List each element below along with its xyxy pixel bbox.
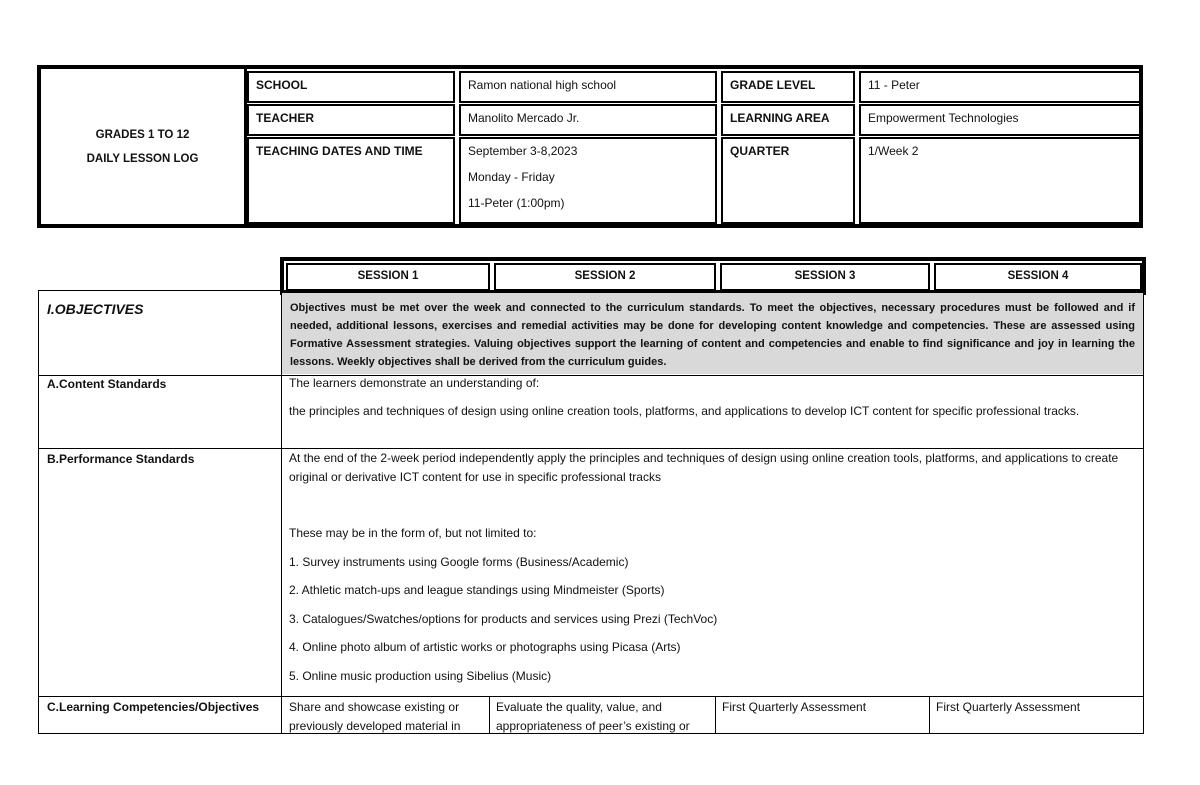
header-title-cell xyxy=(41,69,247,224)
performance-item: 3. Catalogues/Swatches/options for products and services using Prezi (TechVoc) xyxy=(289,611,718,626)
session-1-header: SESSION 1 xyxy=(286,263,490,291)
teaching-dates-value xyxy=(459,137,717,224)
teacher-value: Manolito Mercado Jr. xyxy=(459,104,717,136)
section-time-line: 11-Peter (1:00pm) xyxy=(468,196,565,210)
days-line: Monday - Friday xyxy=(468,170,555,184)
content-standards-label: A.Content Standards xyxy=(47,377,167,391)
session-4-competency: First Quarterly Assessment xyxy=(936,700,1081,714)
objectives-title: I.OBJECTIVES xyxy=(47,301,144,317)
quarter-value: 1/Week 2 xyxy=(859,137,1141,224)
quarter-label: QUARTER xyxy=(721,137,855,224)
performance-standards-text xyxy=(289,449,1139,695)
session-3-competency: First Quarterly Assessment xyxy=(722,700,867,714)
competencies-label: C.Learning Competencies/Objectives xyxy=(47,700,260,714)
performance-item: 1. Survey instruments using Google forms (Business/Academic) xyxy=(289,554,629,569)
performance-item: 5. Online music production using Sibelius (Music) xyxy=(289,668,552,683)
learning-area-value: Empowerment Technologies xyxy=(859,104,1141,136)
grade-level-label: GRADE LEVEL xyxy=(721,71,855,103)
competency-line: Evaluate the quality, value, and xyxy=(496,700,662,714)
session-1-competency xyxy=(289,698,485,736)
session-2-header: SESSION 2 xyxy=(494,263,716,291)
school-label: SCHOOL xyxy=(247,71,455,103)
performance-item: 4. Online photo album of artistic works or photographs using Picasa (Arts) xyxy=(289,640,681,654)
grades-label: GRADES 1 TO 12 xyxy=(95,128,190,141)
session-divider xyxy=(929,696,930,733)
performance-item: 2. Athletic match-ups and league standings using Mindmeister (Sports) xyxy=(289,583,665,597)
competency-line: appropriateness of peer’s existing or xyxy=(496,719,690,733)
content-standards-intro: The learners demonstrate an understanding of: xyxy=(289,376,540,390)
teaching-dates-label: TEACHING DATES AND TIME xyxy=(247,137,455,224)
competency-line: previously developed material in xyxy=(289,719,461,733)
content-standards-text xyxy=(289,374,1129,430)
header-table xyxy=(37,65,1143,228)
content-standards-detail: the principles and techniques of design using online creation tools, platforms, and applications to develop ICT content for specific professional tracks. xyxy=(289,404,1080,418)
performance-standards-label: B.Performance Standards xyxy=(47,452,195,466)
objectives-table xyxy=(38,290,1144,734)
daily-lesson-log-label: DAILY LESSON LOG xyxy=(86,152,199,165)
session-4-header: SESSION 4 xyxy=(934,263,1142,291)
row-divider xyxy=(39,696,1143,697)
teacher-label: TEACHER xyxy=(247,104,455,136)
dates-line: September 3-8,2023 xyxy=(468,144,578,158)
session-divider xyxy=(489,696,490,733)
learning-area-label: LEARNING AREA xyxy=(721,104,855,136)
session-divider xyxy=(715,696,716,733)
session-3-header: SESSION 3 xyxy=(720,263,930,291)
performance-standards-intro: At the end of the 2-week period independently apply the principles and techniques of design using online creation tools, platforms, and applications to create original or derivative ICT content for use in specific professional tracks xyxy=(289,451,1119,484)
performance-form-intro: These may be in the form of, but not limited to: xyxy=(289,526,537,540)
school-value: Ramon national high school xyxy=(459,71,717,103)
session-2-competency xyxy=(496,698,712,736)
objectives-description: Objectives must be met over the week and connected to the curriculum standards. To meet the objectives, necessary procedures must be followed and if needed, additional lessons, exercises and remedial activities may be done for developing content knowledge and competencies. These are assessed using Formative Assessment strategies. Valuing objectives support the learning of content and competencies and enable to find significance and joy in learning the lessons. Weekly objectives shall be derived from the curriculum guides. xyxy=(282,293,1143,374)
grade-level-value: 11 - Peter xyxy=(859,71,1141,103)
competency-line: Share and showcase existing or xyxy=(289,700,460,714)
